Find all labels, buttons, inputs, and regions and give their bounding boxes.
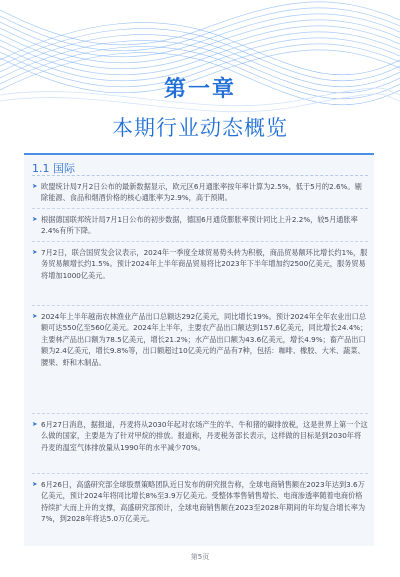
section-title: 本期行业动态概览: [112, 116, 288, 140]
arrow-bullet-icon: ➤: [32, 182, 38, 190]
news-item: [32, 214, 368, 237]
news-item-text: 6月26日，高盛研究部全球股票策略团队近日发布的研究报告称，全球电商销售额在2023年达到3.6万亿美元，预计2024年将同比增长8%至3.9万亿美元。受整体零售销售增长、电商渗透率随着电商价格持续扩大而上升的支撑，高盛研究部预计，全球电商销售额在2023至2028年期间的年均复合增长率为7%，到2028年将达5.0万亿美元。: [41, 480, 366, 524]
news-item: [32, 247, 368, 281]
item-divider: [32, 305, 368, 306]
news-item-text: 6月27日消息，据报道，丹麦将从2030年起对农场产生的羊、牛和猪的碳排放税，这是世界上第一个这么做的国家，主要是为了针对甲烷的排放。报道称，丹麦税务部长表示，这样做的目标是到2030年将丹麦的温室气体排放量从1990年的水平减少70%。: [41, 420, 368, 452]
arrow-bullet-icon: ➤: [32, 420, 38, 428]
item-divider: [32, 473, 368, 474]
item-divider: [32, 241, 368, 242]
item-divider: [32, 413, 368, 414]
arrow-bullet-icon: ➤: [32, 312, 38, 320]
item-divider: [32, 208, 368, 209]
news-item-text: 2024年上半年越南农林渔业产品出口总额达292亿美元，同比增长19%。预计2024年全年农业出口总额可达550亿至560亿美元。2024年上半年，主要农产品出口额达到157.6亿美元，同比增长24.4%；主要林产品出口额为78.5亿美元，增长21.2%；水产品出口额为43.6亿美元，增长4.9%；畜产品出口额为2.4亿美元，增长9.8%等，出口额超过10亿美元的产品有7种，包括：咖啡、橡胶、大米、蔬菜、腰果、虾和木制品。: [41, 312, 368, 367]
page-number: 第5页: [190, 553, 210, 561]
arrow-bullet-icon: ➤: [32, 480, 38, 488]
news-item: [32, 311, 368, 368]
chapter-title: 第一章: [163, 77, 236, 102]
news-item-text: 欧盟统计局7月2日公布的最新数据显示，欧元区6月通胀率按年率计算为2.5%，低于5月的2.6%。剔除能源、食品和烟酒价格的核心通胀率为2.9%，高于预期。: [41, 182, 362, 203]
news-item: [32, 181, 368, 204]
arrow-bullet-icon: ➤: [32, 215, 38, 223]
news-item: [32, 419, 368, 453]
wave-background: [0, 0, 400, 130]
panel-heading: 1.1 国际: [32, 162, 75, 175]
news-panel: [24, 153, 374, 546]
news-item-text: 根据德国联邦统计局7月1日公布的初步数据，德国6月通货膨胀率预计同比上升2.2%，较5月通胀率2.4%有所下降。: [41, 215, 358, 236]
news-item: [32, 479, 368, 525]
arrow-bullet-icon: ➤: [32, 248, 38, 256]
heading-divider: [32, 175, 368, 176]
news-item-text: 7月2日，联合国贸发会议表示，2024年一季度全球贸易势头转为积极，商品贸易额环比增长约1%，服务贸易额增长约1.5%。预计2024年上半年商品贸易将比2023年下半年增加约2500亿美元，服务贸易将增加1000亿美元。: [41, 248, 368, 280]
